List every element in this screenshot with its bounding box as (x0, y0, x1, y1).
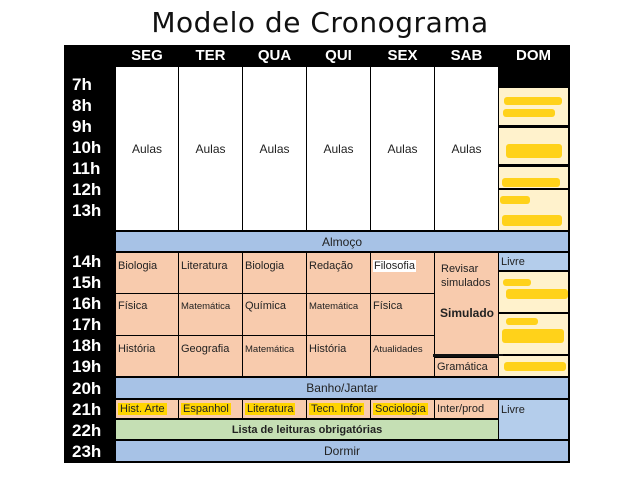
subject-cell-qua-1: Biologia (243, 253, 306, 293)
page-title: Modelo de Cronograma (151, 6, 489, 39)
lunch-bar: Almoço (116, 232, 568, 251)
subject-cell-seg-2: Física (116, 294, 178, 335)
divider-line (433, 354, 503, 357)
night-subject-label: Sociologia (375, 403, 426, 415)
subject-cell-qua-2: Química (243, 294, 306, 335)
subject-cell-sex-3: Atualidades (371, 336, 434, 376)
dinner-bar: Banho/Jantar (116, 378, 568, 398)
highlight-mark (503, 109, 555, 117)
hour-label: 23h (72, 442, 102, 461)
hour-label: 15h (72, 273, 102, 292)
highlight-mark (502, 178, 560, 187)
hour-label: 16h (72, 294, 102, 313)
hour-label: 11h (72, 159, 101, 178)
highlight-mark (503, 279, 531, 286)
highlight-mark (502, 329, 564, 343)
class-block-sex: Aulas (371, 67, 434, 230)
sunday-free-label: Livre (499, 253, 568, 270)
highlight-mark (500, 196, 530, 204)
class-block-sab: Aulas (435, 67, 498, 230)
subject-cell-qui-2: Matemática (307, 294, 370, 335)
hour-label: 14h (72, 252, 102, 271)
hour-label: 21h (72, 400, 102, 419)
highlight-mark (506, 289, 568, 299)
day-header-sex: SEX (387, 47, 418, 64)
day-header-qui: QUI (325, 47, 352, 64)
night-subject-label: Tecn. Infor (311, 403, 363, 415)
highlight-mark (504, 362, 566, 371)
day-header-seg: SEG (131, 47, 163, 64)
class-block-seg: Aulas (116, 67, 178, 230)
night-subject-label: Hist. Arte (120, 403, 165, 415)
hour-label: 20h (72, 379, 102, 398)
night-cell-qua (243, 400, 306, 418)
class-block-qui: Aulas (307, 67, 370, 230)
night-cell-qui (307, 400, 370, 418)
class-block-qua: Aulas (243, 67, 306, 230)
hour-label: 18h (72, 336, 102, 355)
subject-cell-ter-2: Matemática (179, 294, 242, 335)
day-header-dom: DOM (516, 47, 551, 64)
subject-cell-ter-3: Geografia (179, 336, 242, 376)
night-cell-sex (371, 400, 434, 418)
highlight-mark (506, 318, 538, 325)
subject-cell-qui-3: História (307, 336, 370, 376)
day-header-qua: QUA (257, 47, 292, 64)
day-header-ter: TER (195, 47, 226, 64)
sunday-morning-slot (499, 88, 568, 125)
night-cell-seg (116, 400, 178, 418)
day-header-sab: SAB (450, 47, 483, 64)
hour-label: 22h (72, 421, 102, 440)
night-cell-sab: Inter/prod (435, 400, 498, 418)
class-block-ter: Aulas (179, 67, 242, 230)
night-subject-label: Literatura (247, 403, 294, 415)
hour-label: 17h (72, 315, 102, 334)
subject-cell-ter-1: Literatura (179, 253, 242, 293)
hour-label: 9h (72, 117, 92, 136)
highlight-mark (504, 97, 562, 105)
saturday-simulado-label: Simulado (439, 306, 494, 320)
highlight-mark (502, 215, 562, 226)
hour-label: 10h (72, 138, 102, 157)
sleep-bar: Dormir (116, 441, 568, 461)
hour-label: 8h (72, 96, 92, 115)
hour-label: 12h (72, 180, 102, 199)
subject-label-filosofia: Filosofia (374, 260, 415, 272)
night-cell-dom: Livre (499, 400, 568, 439)
subject-cell-seg-1: Biologia (116, 253, 178, 293)
subject-cell-sex-2: Física (371, 294, 434, 335)
subject-cell-seg-3: História (116, 336, 178, 376)
saturday-review-label: Revisar simulados (441, 263, 491, 289)
subject-cell-qua-3: Matemática (243, 336, 306, 376)
hour-label: 13h (72, 201, 102, 220)
subject-cell-qui-1: Redação (307, 253, 370, 293)
reading-list-bar: Lista de leituras obrigatórias (116, 420, 498, 439)
hour-label: 19h (72, 357, 102, 376)
night-subject-label: Espanhol (183, 403, 229, 415)
hour-label: 7h (72, 75, 92, 94)
highlight-mark (506, 144, 562, 158)
night-cell-ter (179, 400, 242, 418)
subject-cell-sex-1 (371, 253, 434, 293)
subject-cell-sab-gramatica: Gramática (435, 358, 498, 376)
